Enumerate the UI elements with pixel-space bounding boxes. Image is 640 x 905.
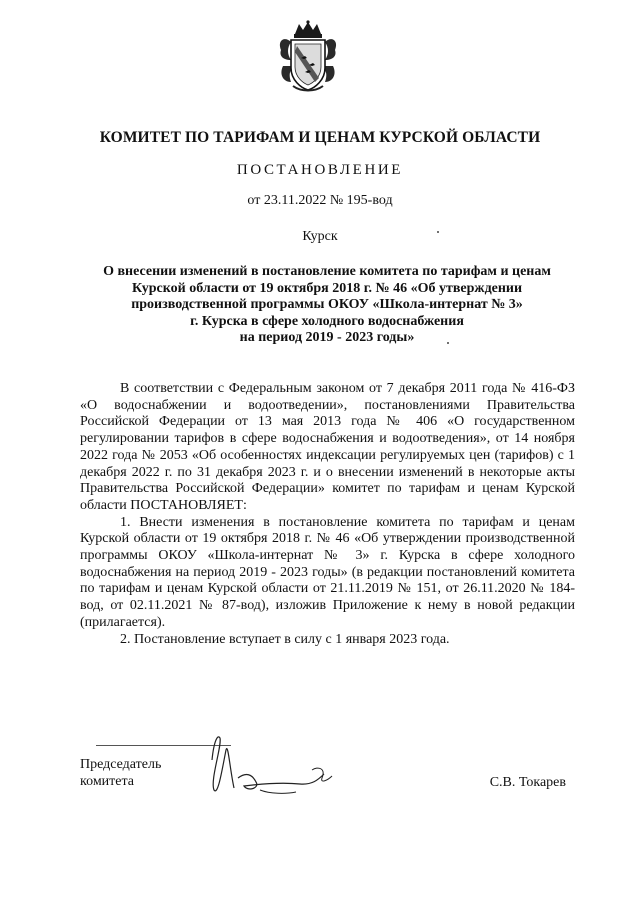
- scan-speck: [447, 342, 449, 344]
- signatory-name: С.В. Токарев: [489, 775, 566, 790]
- item-1-paragraph: 1. Внести изменения в постановление комитета по тарифам и ценам Курской области от 19 октября 2018 г. № 46 «Об утверждении производственной программы ОКОУ «Школа-интернат № 3» г. Курска в сфере холодного водоснабжения на период 2019 - 2023 годы» (в редакции постановлений комитета по тарифам и ценам Курской области от 21.11.2019 № 151, от 26.11.2020 № 184-вод, от 02.11.2021 № 87-вод), изложив Приложение к нему в новой редакции (прилагается).: [80, 514, 575, 630]
- signatory-title-line: комитета: [80, 773, 135, 789]
- city: Курск: [302, 229, 338, 244]
- title-line: О внесении изменений в постановление комитета по тарифам и ценам: [103, 264, 551, 279]
- committee-name: КОМИТЕТ ПО ТАРИФАМ И ЦЕНАМ КУРСКОЙ ОБЛАСТИ: [99, 129, 541, 146]
- scan-speck: [437, 231, 439, 233]
- document-type: ПОСТАНОВЛЕНИЕ: [236, 162, 404, 178]
- preamble-paragraph: В соответствии с Федеральным законом от 7 декабря 2011 года № 416-ФЗ «О водоснабжении и водоотведении», постановлениями Правительства Российской Федерации от 13 мая 2013 года № 406 «О государственном регулировании тарифов в сфере водоснабжения и водоотведения», от 14 ноября 2022 года № 2053 «Об особенностях индексации регулируемых цен (тарифов) с 1 декабря 2022 г. по 31 декабря 2023 г. и о внесении изменений в некоторые акты Правительства Российской Федерации» комитет по тарифам и ценам Курской области ПОСТАНОВЛЯЕТ:: [80, 381, 575, 513]
- title-line: на период 2019 - 2023 годы»: [239, 330, 415, 346]
- handwritten-signature: [200, 730, 350, 805]
- document-body: [80, 381, 575, 648]
- signatory-title: [80, 757, 161, 790]
- document-title: [72, 264, 582, 347]
- title-line: производственной программы ОКОУ «Школа-интернат № 3»: [131, 297, 523, 313]
- title-line: г. Курска в сфере холодного водоснабжения: [190, 313, 464, 329]
- coat-of-arms-icon: [273, 20, 343, 94]
- signatory-title-line: Председатель: [80, 757, 162, 772]
- item-2-paragraph: 2. Постановление вступает в силу с 1 января 2023 года.: [120, 631, 450, 647]
- document-date-number: от 23.11.2022 № 195-вод: [247, 193, 393, 208]
- title-line: Курской области от 19 октября 2018 г. № 46 «Об утверждении: [131, 280, 523, 296]
